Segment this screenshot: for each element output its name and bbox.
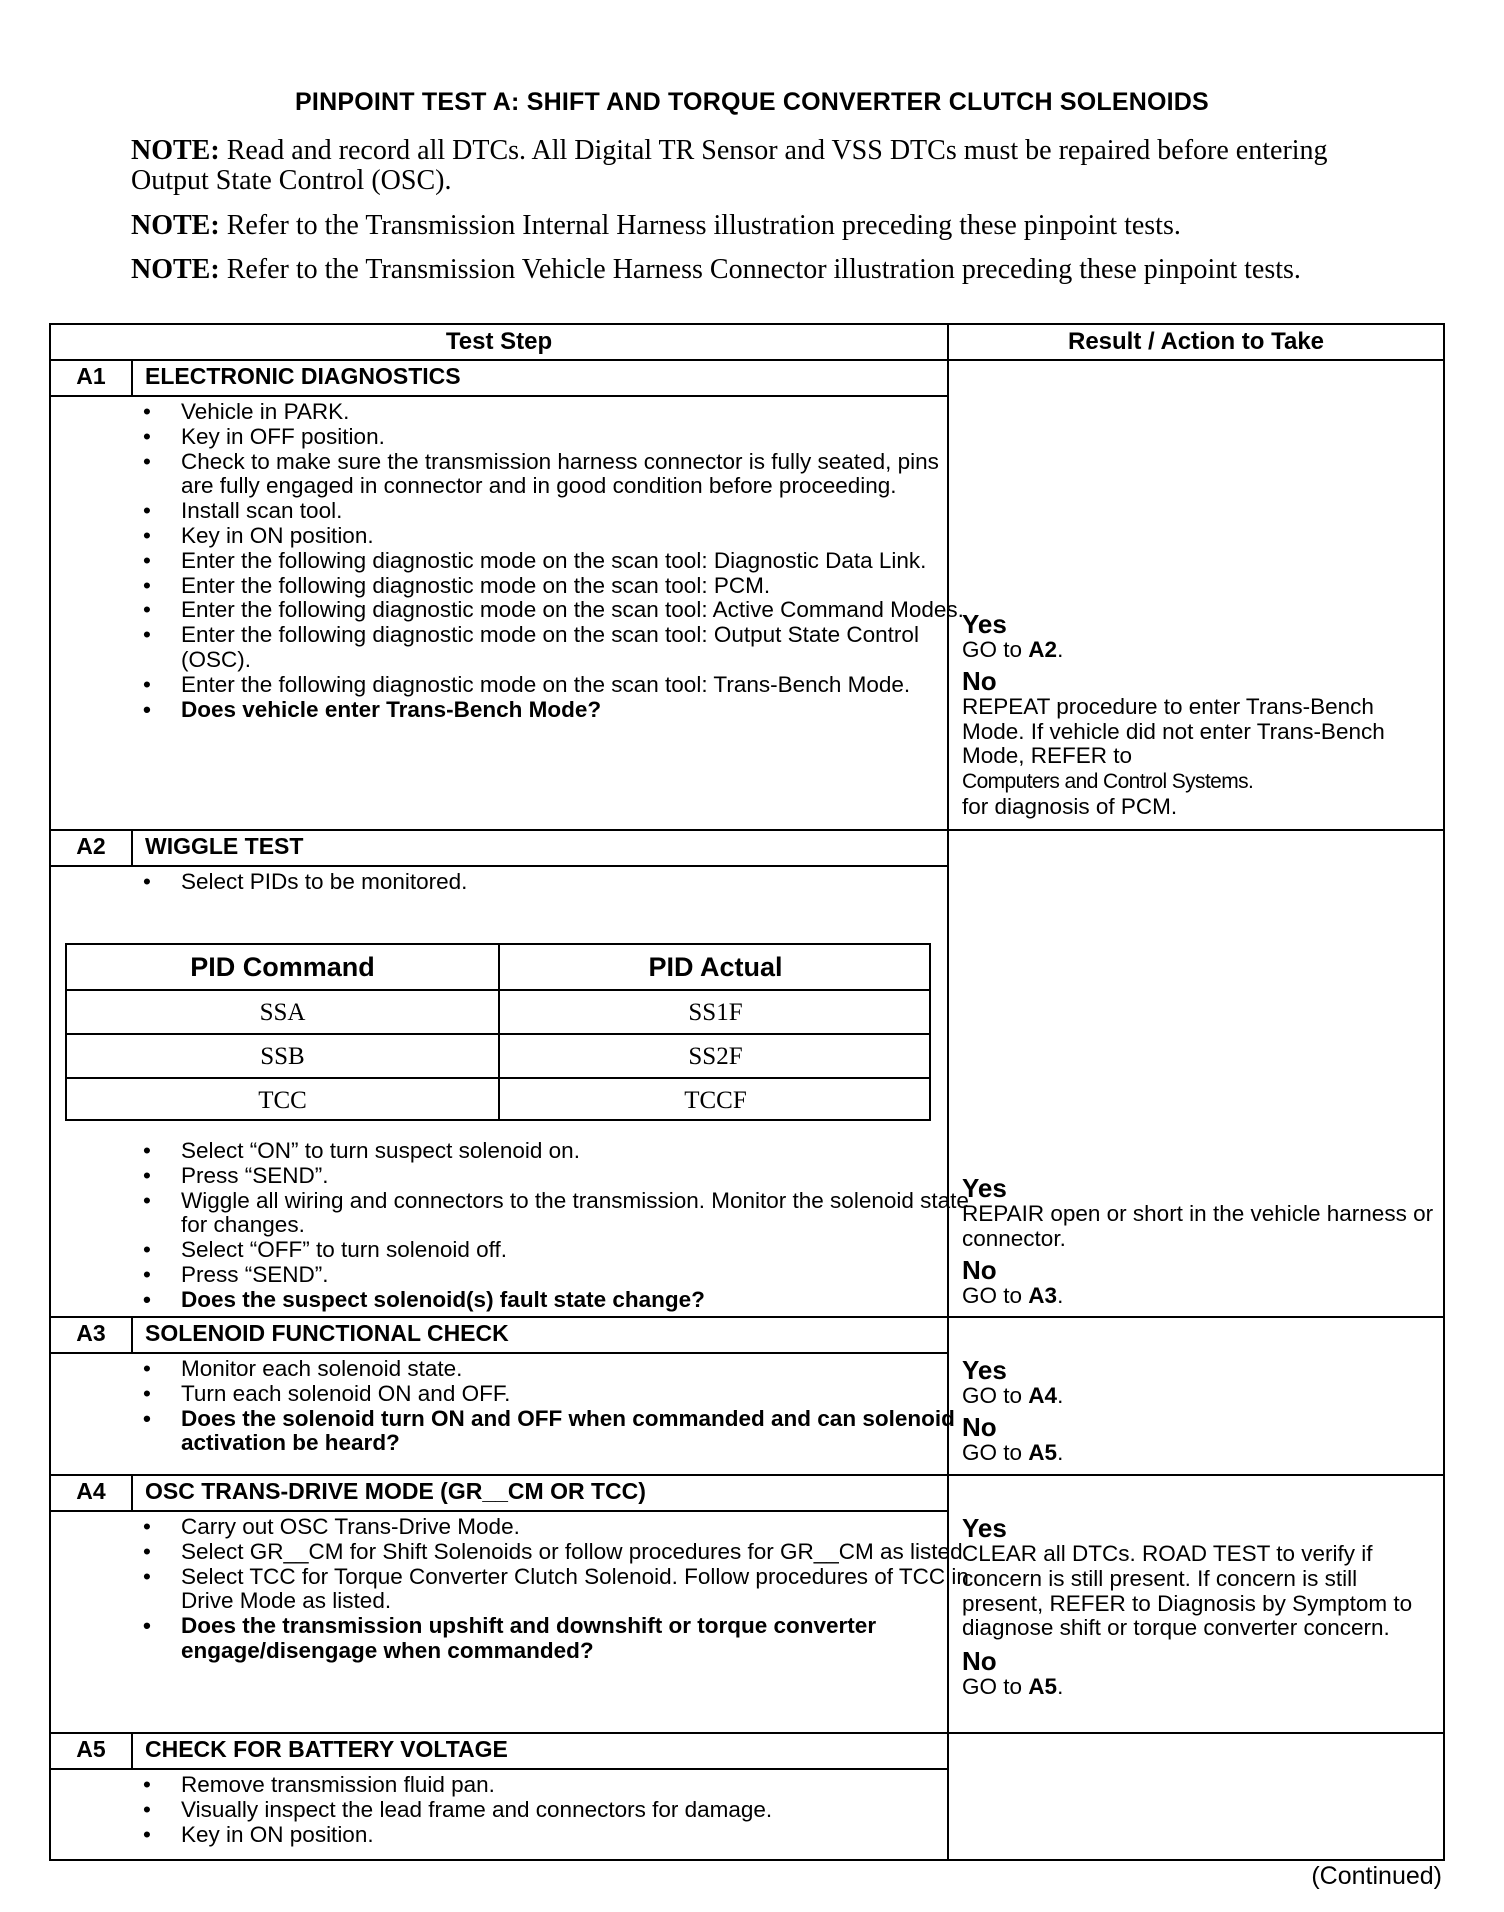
note-3: NOTE: Refer to the Transmission Vehicle Harness Connector illustration preceding these pinpoint tests. xyxy=(131,254,1301,285)
step-id-a4: A4 xyxy=(76,1478,106,1504)
step-title-a4: OSC TRANS-DRIVE MODE (GR__CM OR TCC) xyxy=(145,1478,646,1504)
step-title-a1: ELECTRONIC DIAGNOSTICS xyxy=(145,363,461,389)
pid-header-command: PID Command xyxy=(190,951,375,982)
pid-cell: SS2F xyxy=(688,1043,743,1070)
reference-link: Computers and Control Systems. xyxy=(962,770,1254,794)
result-a3: Yes GO to A4. No GO to A5. xyxy=(962,1355,1064,1465)
step-a2-bullets-pre xyxy=(131,870,969,895)
step-title-a5: CHECK FOR BATTERY VOLTAGE xyxy=(145,1736,508,1762)
list-item: • Select “OFF” to turn solenoid off. xyxy=(131,1238,969,1263)
pid-cell: TCCF xyxy=(684,1087,747,1114)
result-a1: Yes GO to A2. No REPEAT procedure to enter Trans-Bench Mode. If vehicle did not enter Trans-Bench Mode, REFER to Computers and Control Systems. for diagnosis of PCM. xyxy=(962,609,1385,819)
column-header-test-step: Test Step xyxy=(445,328,553,355)
list-item: • Select GR__CM for Shift Solenoids or follow procedures for GR__CM as listed. xyxy=(131,1540,969,1565)
pinpoint-test-table xyxy=(49,323,1445,1861)
step-title-a3: SOLENOID FUNCTIONAL CHECK xyxy=(145,1320,509,1346)
step-id-a1: A1 xyxy=(76,363,106,389)
note-1: NOTE: Read and record all DTCs. All Digital TR Sensor and VSS DTCs must be repaired before entering Output State Control (OSC). xyxy=(131,135,1328,196)
list-item: • Enter the following diagnostic mode on the scan tool: Output State Control (OSC). xyxy=(131,623,969,673)
list-item: • Select “ON” to turn suspect solenoid on. xyxy=(131,1139,969,1164)
list-item: • Enter the following diagnostic mode on the scan tool: Diagnostic Data Link. xyxy=(131,549,969,574)
list-item: • Select TCC for Torque Converter Clutch Solenoid. Follow procedures of TCC in Drive Mode as listed. xyxy=(131,1565,969,1615)
page-title: PINPOINT TEST A: SHIFT AND TORQUE CONVERTER CLUTCH SOLENOIDS xyxy=(295,88,1209,116)
list-item: • Enter the following diagnostic mode on the scan tool: Trans-Bench Mode. xyxy=(131,673,969,698)
step-a3-bullets xyxy=(131,1357,969,1456)
continued-label: (Continued) xyxy=(1311,1862,1442,1890)
pid-header-actual: PID Actual xyxy=(648,951,783,982)
step-id-a3: A3 xyxy=(76,1320,106,1346)
note-2: NOTE: Refer to the Transmission Internal Harness illustration preceding these pinpoint tests. xyxy=(131,210,1181,241)
pid-cell: SSB xyxy=(260,1043,305,1070)
step-a5-bullets xyxy=(131,1773,969,1847)
step-question: • Does the transmission upshift and downshift or torque converter engage/disengage when commanded? xyxy=(131,1614,969,1664)
list-item: • Key in ON position. xyxy=(131,524,969,549)
pid-cell: SSA xyxy=(259,999,306,1026)
list-item: • Select PIDs to be monitored. xyxy=(131,870,969,895)
step-a2-bullets xyxy=(131,1139,969,1313)
step-id-a2: A2 xyxy=(76,833,106,859)
list-item: • Enter the following diagnostic mode on the scan tool: PCM. xyxy=(131,574,969,599)
step-question: • Does vehicle enter Trans-Bench Mode? xyxy=(131,698,969,723)
list-item: • Enter the following diagnostic mode on the scan tool: Active Command Modes. xyxy=(131,598,969,623)
list-item: • Key in OFF position. xyxy=(131,425,969,450)
pid-cell: TCC xyxy=(258,1087,307,1114)
result-a2: Yes REPAIR open or short in the vehicle harness or connector. No GO to A3. xyxy=(962,1173,1434,1308)
result-a4: Yes CLEAR all DTCs. ROAD TEST to verify if concern is still present. If concern is still present, REFER to Diagnosis by Symptom to diagnose shift or torque converter concern. No GO to A5. xyxy=(962,1513,1413,1700)
list-item: • Install scan tool. xyxy=(131,499,969,524)
list-item: • Vehicle in PARK. xyxy=(131,400,969,425)
list-item: • Carry out OSC Trans-Drive Mode. xyxy=(131,1515,969,1540)
column-header-result: Result / Action to Take xyxy=(1067,328,1325,355)
step-question: • Does the solenoid turn ON and OFF when commanded and can solenoid activation be heard? xyxy=(131,1407,969,1457)
list-item: • Check to make sure the transmission harness connector is fully seated, pins are fully engaged in connector and in good condition before proceeding. xyxy=(131,450,969,500)
pid-cell: SS1F xyxy=(688,999,743,1026)
step-id-a5: A5 xyxy=(76,1736,106,1762)
list-item: • Visually inspect the lead frame and connectors for damage. xyxy=(131,1798,969,1823)
step-a4-bullets xyxy=(131,1515,969,1664)
list-item: • Monitor each solenoid state. xyxy=(131,1357,969,1382)
step-title-a2: WIGGLE TEST xyxy=(145,833,304,859)
list-item: • Press “SEND”. xyxy=(131,1164,969,1189)
step-a1-bullets xyxy=(131,400,969,722)
step-question: • Does the suspect solenoid(s) fault state change? xyxy=(131,1288,969,1313)
list-item: • Key in ON position. xyxy=(131,1823,969,1848)
list-item: • Turn each solenoid ON and OFF. xyxy=(131,1382,969,1407)
list-item: • Remove transmission fluid pan. xyxy=(131,1773,969,1798)
list-item: • Press “SEND”. xyxy=(131,1263,969,1288)
list-item: • Wiggle all wiring and connectors to the transmission. Monitor the solenoid state for changes. xyxy=(131,1189,969,1239)
pid-table xyxy=(65,943,931,1121)
